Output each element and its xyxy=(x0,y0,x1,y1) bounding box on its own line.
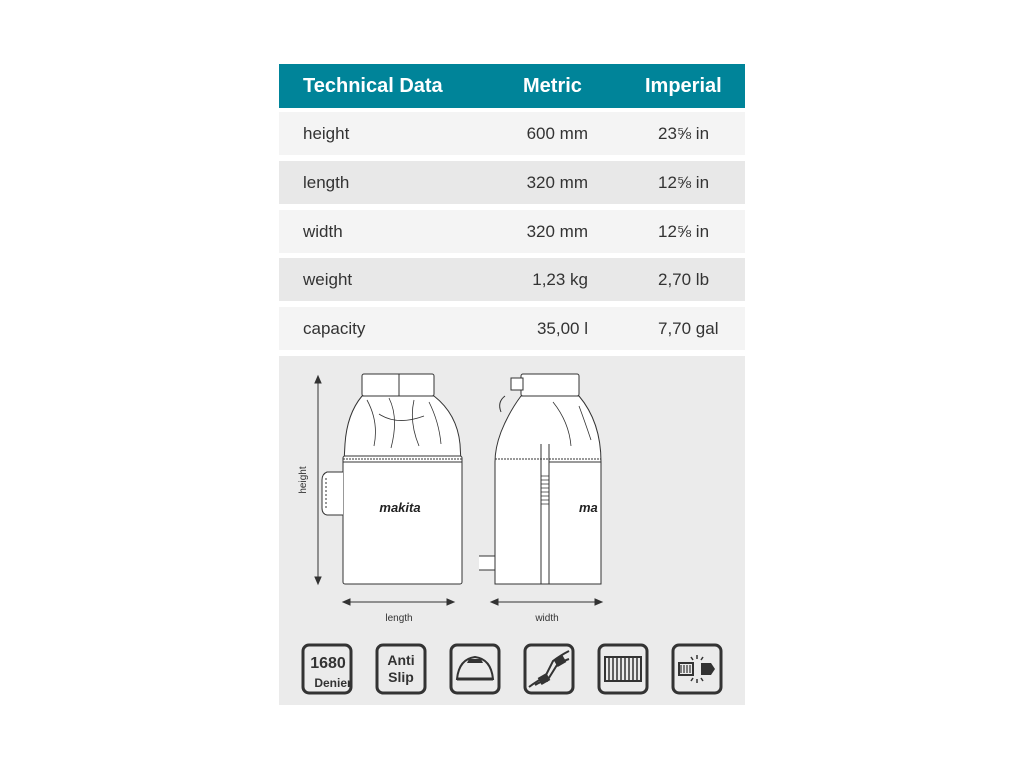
table-row xyxy=(279,161,745,204)
technical-data-sheet xyxy=(279,64,745,705)
quick-release-buckle-icon xyxy=(671,643,723,695)
header-metric: Metric xyxy=(523,75,582,97)
header-imperial: Imperial xyxy=(645,75,722,97)
front-view xyxy=(322,374,462,584)
width-dimension-arrow xyxy=(491,599,602,605)
row-imperial: 12⅝ in xyxy=(658,173,710,192)
table-row xyxy=(279,210,745,253)
row-metric: 600 mm xyxy=(526,124,588,143)
row-imperial: 2,70 lb xyxy=(658,270,710,289)
reinforced-base-icon xyxy=(449,643,501,695)
table-header xyxy=(279,64,745,108)
height-label: height xyxy=(298,466,309,494)
denier-badge-icon xyxy=(301,643,353,695)
row-label: weight xyxy=(303,270,353,289)
table-row xyxy=(279,258,745,301)
row-metric: 35,00 l xyxy=(536,319,588,338)
zipper-icon xyxy=(597,643,649,695)
header-technical-data: Technical Data xyxy=(303,75,443,97)
shoulder-strap-icon xyxy=(523,643,575,695)
row-imperial: 7,70 gal xyxy=(658,319,719,338)
row-label: capacity xyxy=(303,319,366,338)
row-label: length xyxy=(303,173,350,192)
denier-number: 1680 xyxy=(310,655,346,672)
anti-slip-icon xyxy=(375,643,427,695)
row-imperial: 23⅝ in xyxy=(658,124,710,143)
row-label: width xyxy=(303,222,343,241)
denier-text: Denier xyxy=(314,676,352,690)
side-view xyxy=(479,374,601,584)
row-label: height xyxy=(303,124,350,143)
product-drawing-panel xyxy=(279,356,745,705)
brand-logo-side: ma xyxy=(579,500,598,515)
table-row xyxy=(279,112,745,155)
row-metric: 1,23 kg xyxy=(532,270,588,289)
table-row xyxy=(279,307,745,350)
brand-logo-front: makita xyxy=(379,500,421,515)
row-imperial: 12⅝ in xyxy=(658,222,710,241)
width-label: width xyxy=(535,613,559,624)
height-dimension-arrow xyxy=(315,376,321,584)
anti-text: Anti xyxy=(387,652,415,668)
row-metric: 320 mm xyxy=(526,173,588,192)
slip-text: Slip xyxy=(388,669,414,685)
length-label: length xyxy=(385,613,413,624)
length-dimension-arrow xyxy=(343,599,454,605)
row-metric: 320 mm xyxy=(526,222,588,241)
